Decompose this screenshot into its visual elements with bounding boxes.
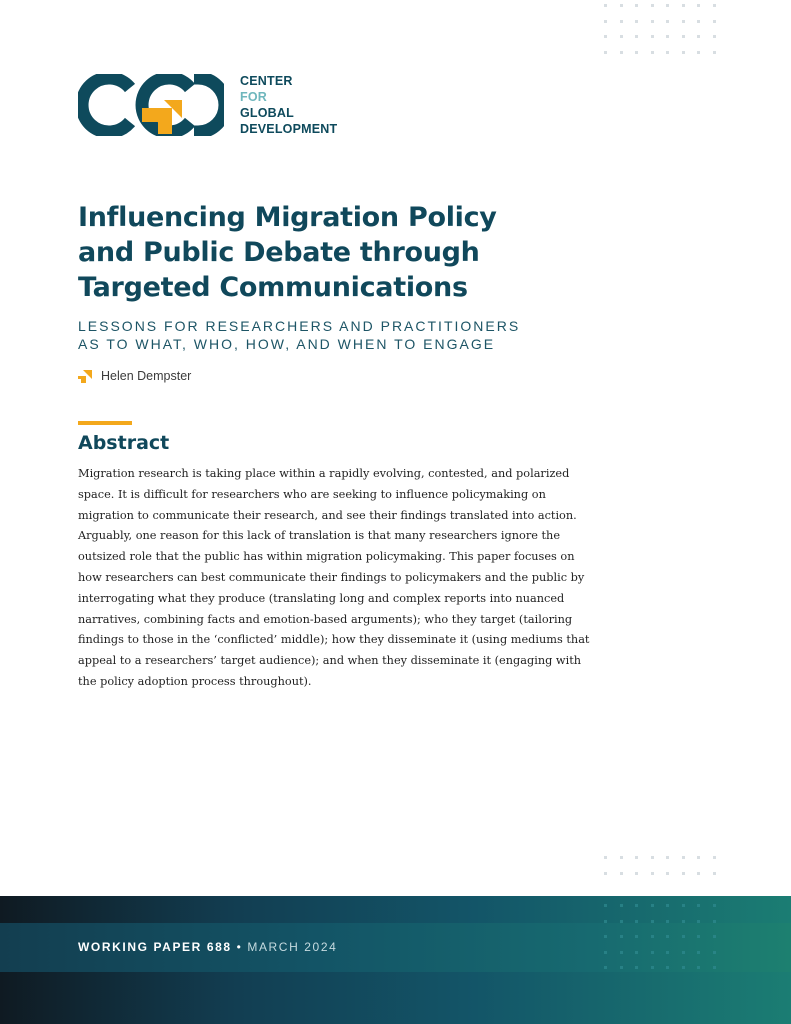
cgd-logo-mark-icon: [78, 74, 224, 136]
section-divider: [78, 421, 132, 425]
decorative-dot: [666, 920, 669, 923]
decorative-dot: [666, 20, 669, 23]
decorative-dot: [682, 951, 685, 954]
decorative-dot: [620, 966, 623, 969]
decorative-dot: [620, 856, 623, 859]
decorative-dot: [697, 856, 700, 859]
decorative-dot: [635, 872, 638, 875]
decorative-dot: [620, 872, 623, 875]
decorative-dot: [666, 935, 669, 938]
decorative-dot: [620, 20, 623, 23]
decorative-dot: [713, 856, 716, 859]
decorative-dot: [682, 4, 685, 7]
decorative-dot: [620, 904, 623, 907]
decorative-dot: [635, 20, 638, 23]
author-byline: [78, 369, 191, 383]
decorative-dot: [604, 20, 607, 23]
decorative-dot: [651, 4, 654, 7]
decorative-dot: [651, 935, 654, 938]
decorative-dot: [666, 872, 669, 875]
decorative-dot: [620, 35, 623, 38]
decorative-dot: [713, 20, 716, 23]
decorative-dot: [651, 856, 654, 859]
decorative-dot: [713, 35, 716, 38]
decorative-dot: [635, 966, 638, 969]
decorative-dot: [697, 920, 700, 923]
decorative-dot: [635, 51, 638, 54]
decorative-dot: [651, 904, 654, 907]
decorative-dot: [666, 35, 669, 38]
decorative-dot: [682, 935, 685, 938]
footer-series-line: [78, 940, 337, 954]
decorative-dot: [697, 904, 700, 907]
logo-line-center: CENTER: [240, 74, 293, 88]
decorative-dot: [620, 935, 623, 938]
decorative-dot: [620, 951, 623, 954]
decorative-dot: [713, 920, 716, 923]
decorative-dot: [713, 904, 716, 907]
decorative-dot: [604, 35, 607, 38]
decorative-dot: [635, 35, 638, 38]
decorative-dot: [651, 966, 654, 969]
decorative-dot: [620, 51, 623, 54]
decorative-dot: [620, 920, 623, 923]
decorative-dot: [682, 51, 685, 54]
logo-line-development: DEVELOPMENT: [240, 122, 338, 136]
decorative-dot: [635, 4, 638, 7]
decorative-dot: [604, 856, 607, 859]
footer-separator: •: [231, 940, 248, 954]
logo-line-for: FOR: [240, 90, 267, 104]
decorative-dot: [713, 872, 716, 875]
decorative-dot: [604, 920, 607, 923]
decorative-dot: [682, 904, 685, 907]
decorative-dot: [697, 20, 700, 23]
publication-date: MARCH 2024: [247, 940, 338, 954]
decorative-dot: [682, 35, 685, 38]
decorative-dot: [651, 20, 654, 23]
decorative-dot: [651, 872, 654, 875]
logo-line-global: GLOBAL: [240, 106, 294, 120]
abstract-text: Migration research is taking place within a rapidly evolving, contested, and polarized space. It is difficult for researchers who are seeking to influence policymaking on migration to communicate their research, and see their findings translated into action. Arguably, one reason for this lack of translation is that many researchers ignore the outsized role that the public has within migration policymaking. This paper focuses on how researchers can best communicate their findings to policymakers and the public by interrogating what they produce (translating long and complex reports into nuanced narratives, combining facts and emotion-based arguments); who they target (tailoring findings to those in the ‘conflicted’ middle); how they disseminate it (using mediums that appeal to a researchers’ target audience); and when they disseminate it (engaging with the policy adoption process throughout).: [78, 467, 590, 688]
decorative-dot: [635, 935, 638, 938]
decorative-dot: [635, 856, 638, 859]
decorative-dot: [666, 51, 669, 54]
paper-subtitle: LESSONS FOR RESEARCHERS AND PRACTITIONERS AS TO WHAT, WHO, HOW, AND WHEN TO ENGAGE: [78, 318, 521, 352]
decorative-dot: [697, 935, 700, 938]
decorative-dot: [604, 935, 607, 938]
decorative-dot: [604, 51, 607, 54]
decorative-dot: [604, 904, 607, 907]
decorative-dot: [604, 966, 607, 969]
decorative-dot: [635, 951, 638, 954]
decorative-dot: [697, 966, 700, 969]
decorative-dot: [713, 51, 716, 54]
decorative-dot: [620, 4, 623, 7]
decorative-dot: [666, 856, 669, 859]
decorative-dot: [666, 951, 669, 954]
decorative-dot: [697, 4, 700, 7]
decorative-dot: [651, 920, 654, 923]
decorative-dot: [682, 920, 685, 923]
decorative-dot: [697, 872, 700, 875]
decorative-dot: [713, 935, 716, 938]
cgd-logo-wordmark: [240, 73, 337, 137]
cgd-logo: [78, 74, 337, 136]
decorative-dot: [635, 904, 638, 907]
decorative-dot: [713, 951, 716, 954]
author-name: Helen Dempster: [101, 369, 192, 383]
paper-title: Influencing Migration Policy and Public Debate through Targeted Communications: [78, 202, 497, 303]
working-paper-number: WORKING PAPER 688: [78, 940, 232, 954]
decorative-dot: [697, 35, 700, 38]
decorative-dot: [666, 4, 669, 7]
decorative-dot: [682, 20, 685, 23]
decorative-dot: [604, 4, 607, 7]
decorative-dot: [682, 966, 685, 969]
decorative-dot: [651, 51, 654, 54]
decorative-dot: [713, 4, 716, 7]
abstract-heading: Abstract: [78, 432, 170, 454]
decorative-dot: [682, 856, 685, 859]
decorative-dot: [697, 51, 700, 54]
cgd-arrow-icon: [78, 370, 92, 383]
decorative-dot: [682, 872, 685, 875]
decorative-dot: [604, 872, 607, 875]
decorative-dot: [651, 35, 654, 38]
decorative-dot: [604, 951, 607, 954]
decorative-dot: [713, 966, 716, 969]
decorative-dot: [651, 951, 654, 954]
decorative-dot: [697, 951, 700, 954]
decorative-dot: [666, 966, 669, 969]
decorative-dot: [635, 920, 638, 923]
decorative-dot: [666, 904, 669, 907]
